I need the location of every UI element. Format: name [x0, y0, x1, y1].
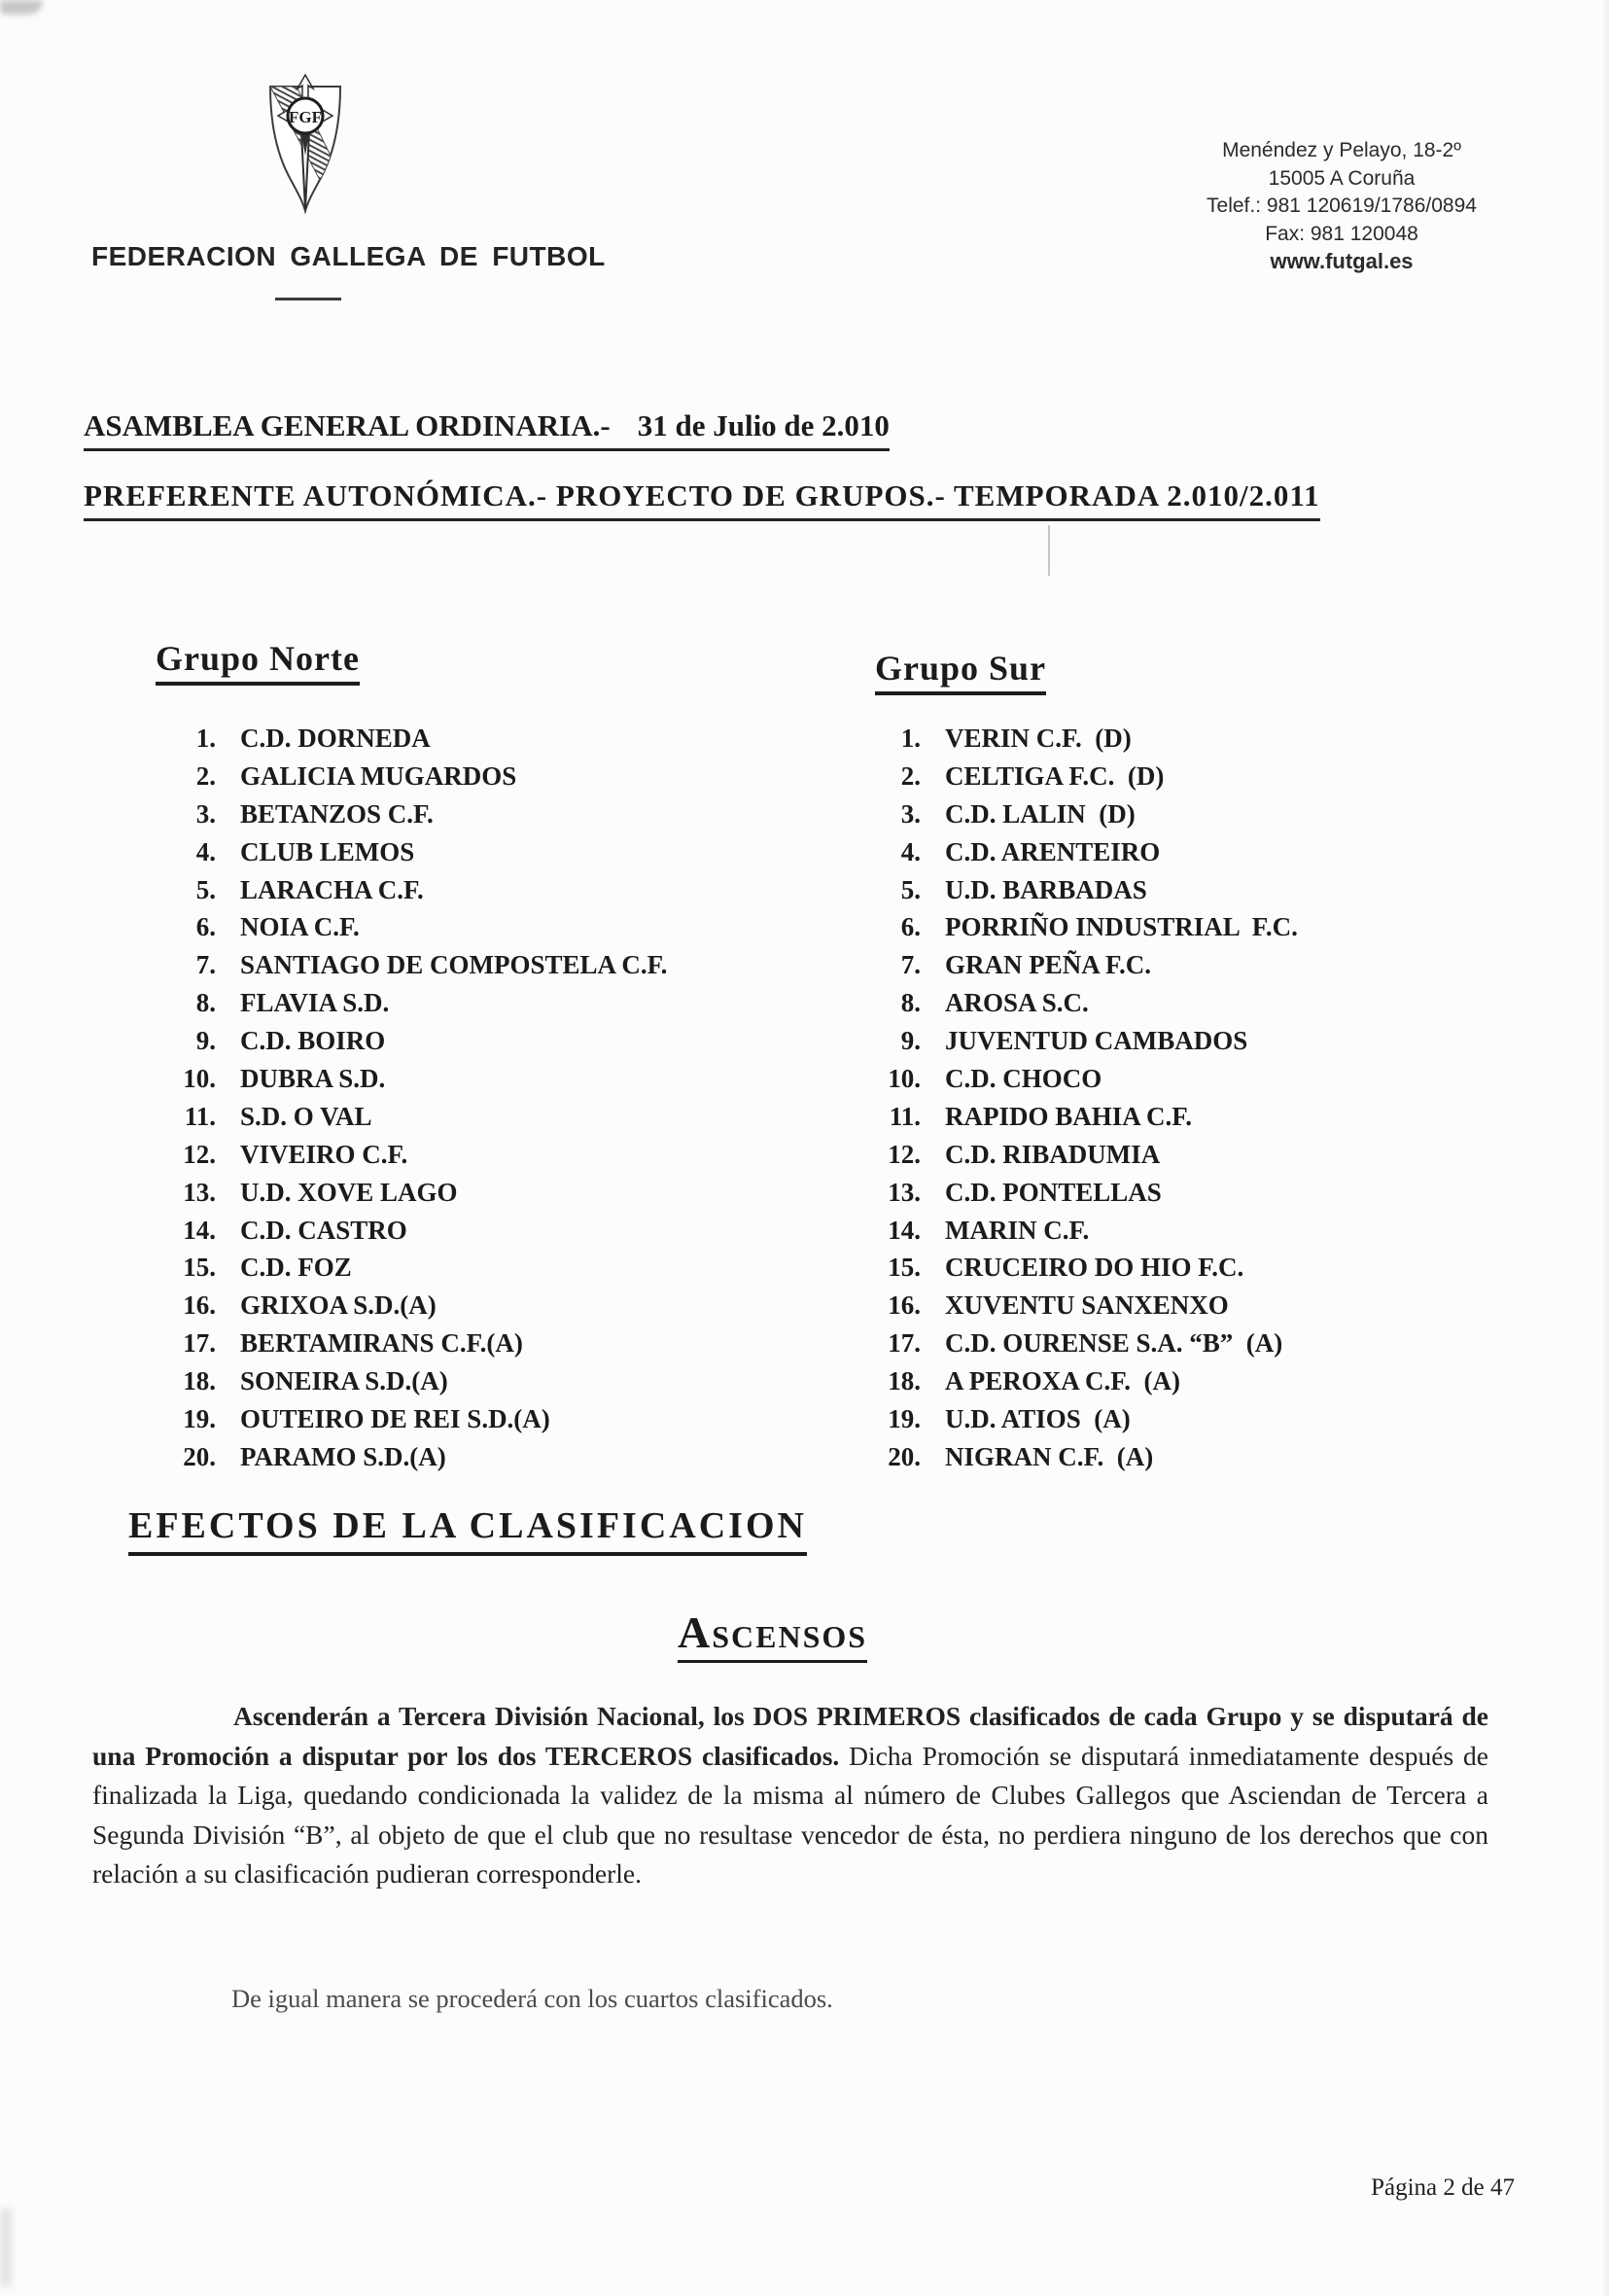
team-row [870, 1253, 1298, 1290]
scan-smudge-bottom-left [0, 2208, 12, 2286]
team-number: 1. [195, 724, 216, 753]
team-number: 20. [183, 1441, 216, 1471]
team-row [165, 1404, 667, 1442]
team-number: 5. [195, 874, 216, 904]
team-name: GRAN PEÑA F.C. [945, 950, 1152, 980]
team-row [165, 1216, 667, 1254]
team-number: 12. [183, 1139, 216, 1169]
team-name: JUVENTUD CAMBADOS [945, 1026, 1248, 1056]
group-north-title: Grupo Norte [156, 638, 360, 686]
team-name: AROSA S.C. [945, 988, 1089, 1018]
team-number: 6. [900, 912, 921, 942]
team-name: VERIN C.F. (D) [945, 724, 1132, 753]
team-name: A PEROXA C.F. (A) [945, 1366, 1181, 1396]
team-row [165, 875, 667, 913]
ascensos-subheading: ASCENSOS [678, 1607, 867, 1663]
team-number: 17. [888, 1328, 921, 1359]
team-number: 12. [888, 1139, 921, 1169]
team-row [870, 1442, 1298, 1480]
team-row [165, 988, 667, 1026]
team-number: 8. [195, 988, 216, 1018]
team-name: LARACHA C.F. [240, 874, 424, 904]
scan-edge-shadow [1601, 0, 1609, 2296]
team-row [870, 1178, 1298, 1216]
team-row [870, 1366, 1298, 1404]
team-row [870, 912, 1298, 950]
address-block [1172, 137, 1512, 276]
team-row [165, 1328, 667, 1366]
team-name: CLUB LEMOS [240, 836, 415, 866]
team-row [870, 1404, 1298, 1442]
team-name: C.D. BOIRO [240, 1026, 386, 1056]
team-number: 7. [195, 950, 216, 980]
team-name: RAPIDO BAHIA C.F. [945, 1101, 1193, 1131]
team-row [870, 1216, 1298, 1254]
team-row [165, 1026, 667, 1064]
group-north-team-list [165, 724, 667, 1480]
team-row [870, 761, 1298, 799]
team-number: 3. [195, 798, 216, 829]
team-row [165, 837, 667, 875]
team-row [870, 799, 1298, 837]
team-row [165, 761, 667, 799]
team-row [870, 837, 1298, 875]
assembly-title-text: ASAMBLEA GENERAL ORDINARIA.- [84, 408, 611, 442]
team-number: 5. [900, 874, 921, 904]
team-row [870, 1140, 1298, 1178]
address-line-city: 15005 A Coruña [1268, 166, 1416, 190]
team-name: CRUCEIRO DO HIO F.C. [945, 1253, 1244, 1283]
team-number: 10. [183, 1064, 216, 1094]
team-name: SANTIAGO DE COMPOSTELA C.F. [240, 950, 668, 980]
team-number: 13. [888, 1177, 921, 1207]
team-row [165, 1102, 667, 1140]
team-name: PARAMO S.D.(A) [240, 1441, 446, 1471]
team-name: OUTEIRO DE REI S.D.(A) [240, 1404, 550, 1434]
assembly-title [84, 408, 890, 451]
team-number: 14. [183, 1215, 216, 1245]
team-number: 9. [195, 1026, 216, 1056]
team-number: 4. [900, 836, 921, 866]
team-name: U.D. ATIOS (A) [945, 1404, 1131, 1434]
team-name: U.D. XOVE LAGO [240, 1177, 458, 1207]
address-line-fax: Fax: 981 120048 [1265, 222, 1418, 245]
team-name: GALICIA MUGARDOS [240, 760, 517, 791]
team-row [870, 724, 1298, 761]
team-row [870, 1026, 1298, 1064]
fgf-shield-logo [261, 74, 350, 222]
team-name: C.D. LALIN (D) [945, 798, 1136, 829]
org-name: FEDERACION GALLEGA DE FUTBOL [91, 241, 606, 271]
team-name: FLAVIA S.D. [240, 988, 390, 1018]
paragraph-bold-lead: Ascenderán a Tercera División Nacional, los DOS PRIMEROS clasificados de cada Grupo y se disputará de una Promoción a disputar por los dos TERCEROS clasificados. [92, 1701, 1488, 1771]
team-row [165, 1253, 667, 1290]
team-name: C.D. CASTRO [240, 1215, 407, 1245]
assembly-date: 31 de Julio de 2.010 [637, 408, 890, 442]
page-number: Página 2 de 47 [1371, 2174, 1515, 2201]
team-name: PORRIÑO INDUSTRIAL F.C. [945, 912, 1298, 942]
team-number: 3. [900, 798, 921, 829]
team-number: 7. [900, 950, 921, 980]
team-row [870, 1290, 1298, 1328]
team-name: SONEIRA S.D.(A) [240, 1366, 448, 1396]
team-name: C.D. RIBADUMIA [945, 1139, 1161, 1169]
address-line-phone: Telef.: 981 120619/1786/0894 [1207, 194, 1477, 217]
team-number: 17. [183, 1328, 216, 1359]
team-name: BETANZOS C.F. [240, 798, 434, 829]
team-name: NIGRAN C.F. (A) [945, 1441, 1154, 1471]
team-row [165, 1366, 667, 1404]
team-name: C.D. ARENTEIRO [945, 836, 1161, 866]
team-number: 14. [888, 1215, 921, 1245]
team-number: 18. [183, 1366, 216, 1396]
effects-section-heading: EFECTOS DE LA CLASIFICACION [128, 1504, 807, 1556]
team-number: 4. [195, 836, 216, 866]
team-number: 20. [888, 1441, 921, 1471]
team-row [165, 1140, 667, 1178]
group-south-team-list [870, 724, 1298, 1480]
team-number: 2. [195, 760, 216, 791]
team-number: 6. [195, 912, 216, 942]
team-row [870, 875, 1298, 913]
website-url: www.futgal.es [1270, 249, 1414, 273]
team-row [870, 1102, 1298, 1140]
team-number: 19. [888, 1404, 921, 1434]
team-row [165, 1442, 667, 1480]
team-name: VIVEIRO C.F. [240, 1139, 408, 1169]
team-number: 16. [183, 1290, 216, 1321]
team-name: U.D. BARBADAS [945, 874, 1147, 904]
team-row [165, 1064, 667, 1102]
team-name: NOIA C.F. [240, 912, 360, 942]
team-name: GRIXOA S.D.(A) [240, 1290, 437, 1321]
team-number: 10. [888, 1064, 921, 1094]
team-name: DUBRA S.D. [240, 1064, 386, 1094]
team-number: 19. [183, 1404, 216, 1434]
subject-title: PREFERENTE AUTONÓMICA.- PROYECTO DE GRUPOS.- TEMPORADA 2.010/2.011 [84, 478, 1320, 521]
team-row [165, 724, 667, 761]
team-name: CELTIGA F.C. (D) [945, 760, 1165, 791]
team-number: 11. [889, 1101, 921, 1131]
team-name: C.D. CHOCO [945, 1064, 1102, 1094]
team-name: C.D. PONTELLAS [945, 1177, 1162, 1207]
team-name: C.D. OURENSE S.A. “B” (A) [945, 1328, 1283, 1359]
team-number: 13. [183, 1177, 216, 1207]
team-number: 11. [184, 1101, 216, 1131]
scan-line-artifact [1048, 525, 1050, 576]
team-name: S.D. O VAL [240, 1101, 372, 1131]
team-name: MARIN C.F. [945, 1215, 1090, 1245]
team-row [165, 912, 667, 950]
team-row [870, 1064, 1298, 1102]
org-name-underline [275, 298, 341, 300]
team-row [870, 988, 1298, 1026]
team-row [165, 950, 667, 988]
team-name: BERTAMIRANS C.F.(A) [240, 1328, 523, 1359]
monogram-text: FGF [289, 108, 322, 126]
cuartos-paragraph: De igual manera se procederá con los cuartos clasificados. [231, 1984, 833, 2013]
team-number: 1. [900, 724, 921, 753]
scan-smudge-top-left [0, 0, 43, 15]
team-number: 2. [900, 760, 921, 791]
team-row [165, 799, 667, 837]
team-name: C.D. FOZ [240, 1253, 352, 1283]
team-row [165, 1178, 667, 1216]
group-south-title: Grupo Sur [875, 648, 1046, 695]
paragraph-rest: Dicha Promoción se disputará inmediatamente después de finalizada la Liga, quedando condicionada la validez de la misma al número de Clubes Gallegos que Asciendan de Tercera a Segunda División “B”, al objeto de que el club que no resultase vencedor de ésta, no perdiera ninguno de los derechos que con relación a su clasificación pudieran corresponderle. [92, 1740, 1489, 1889]
team-number: 8. [900, 988, 921, 1018]
team-row [165, 1290, 667, 1328]
address-line-street: Menéndez y Pelayo, 18-2º [1222, 139, 1461, 161]
ascensos-paragraph [92, 1697, 1488, 1894]
team-row [870, 950, 1298, 988]
team-number: 15. [888, 1253, 921, 1283]
team-name: C.D. DORNEDA [240, 724, 431, 753]
team-number: 9. [900, 1026, 921, 1056]
team-number: 16. [888, 1290, 921, 1321]
team-number: 15. [183, 1253, 216, 1283]
team-row [870, 1328, 1298, 1366]
team-number: 18. [888, 1366, 921, 1396]
team-name: XUVENTU SANXENXO [945, 1290, 1229, 1321]
